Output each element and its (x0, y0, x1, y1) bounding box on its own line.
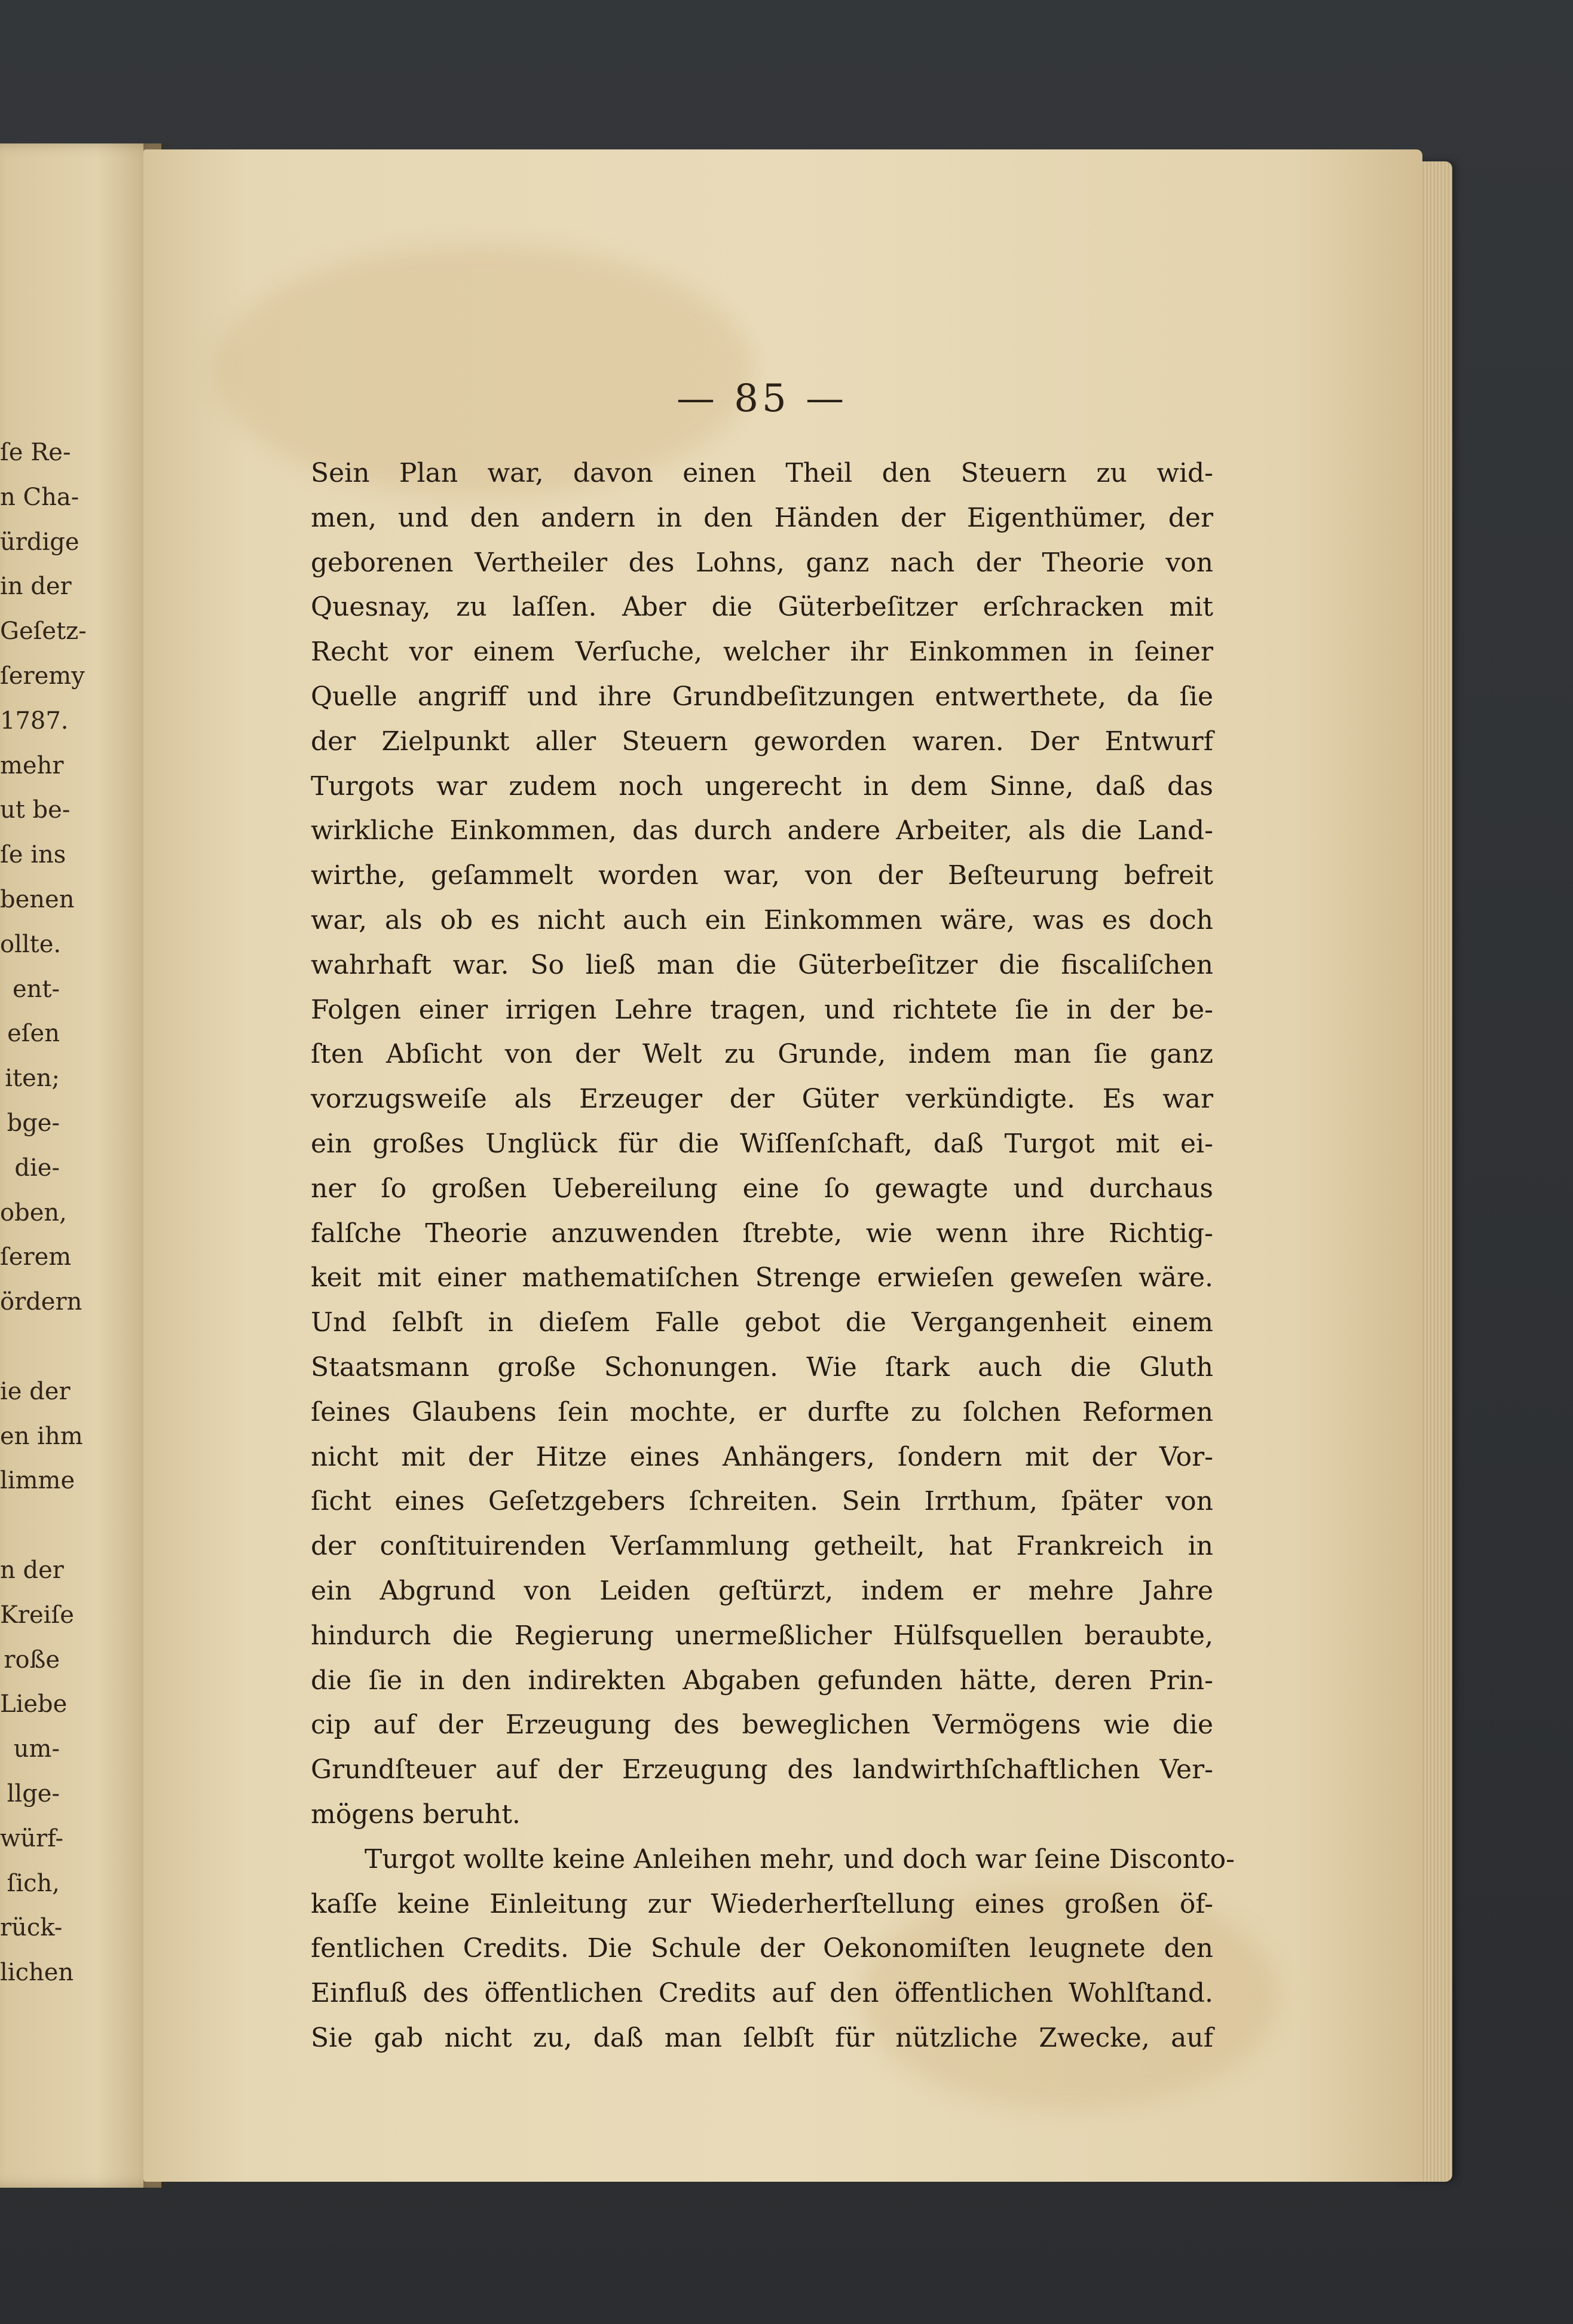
text-line: wirkliche Einkommen, das durch andere Arbeiter, als die Land- (311, 815, 1213, 846)
text-line: Recht vor einem Verſuche, welcher ihr Einkommen in ſeiner (311, 637, 1213, 668)
text-line: Quesnay, zu laſſen. Aber die Güterbeſitzer erſchracken mit (311, 592, 1213, 623)
left-page-fragment: ördern (0, 1288, 82, 1316)
text-line: kaſſe keine Einleitung zur Wiederherſtellung eines großen öf- (311, 1888, 1213, 1919)
text-line: ſten Abſicht von der Welt zu Grunde, indem man ſie ganz (311, 1039, 1213, 1070)
left-page-fragment: ent- (12, 975, 60, 1003)
left-page-fragment: n Cha- (0, 483, 79, 511)
left-page-fragment: llge- (7, 1779, 60, 1808)
text-line: falſche Theorie anzuwenden ſtrebte, wie wenn ihre Richtig- (311, 1218, 1213, 1249)
left-page-fragment: limme (0, 1467, 75, 1495)
text-line: Turgots war zudem noch ungerecht in dem Sinne, daß das (311, 770, 1213, 802)
text-line: ein Abgrund von Leiden geſtürzt, indem er mehre Jahre (311, 1575, 1213, 1606)
left-page-fragment: ſich, (7, 1869, 60, 1897)
left-page-fragment: würf- (0, 1824, 64, 1852)
left-page-fragment: en ihm (0, 1422, 83, 1450)
text-line: geborenen Vertheiler des Lohns, ganz nach der Theorie von (311, 547, 1213, 578)
text-line: ner ſo großen Uebereilung eine ſo gewagte und durchaus (311, 1173, 1213, 1204)
text-line: Turgot wollte keine Anleihen mehr, und doch war ſeine Disconto- (365, 1843, 1235, 1875)
text-line: men, und den andern in den Händen der Eigenthümer, der (311, 502, 1213, 533)
text-line: fentlichen Credits. Die Schule der Oekonomiſten leugnete den (311, 1933, 1213, 1964)
left-page-fragment: lichen (0, 1959, 74, 1987)
text-line: Quelle angriff und ihre Grundbeſitzungen entwerthete, da ſie (311, 681, 1213, 712)
text-line: nicht mit der Hitze eines Anhängers, ſondern mit der Vor- (311, 1441, 1213, 1472)
text-line: cip auf der Erzeugung des beweglichen Vermögens wie die (311, 1710, 1213, 1741)
left-page-text-fragments (0, 430, 87, 1995)
left-page-fragment: iten; (5, 1065, 60, 1093)
left-page-fragment: ie der (0, 1377, 71, 1405)
text-line: wirthe, geſammelt worden war, von der Beſteurung befreit (311, 860, 1213, 891)
left-page-fragment (0, 1325, 60, 1369)
left-page-fragment: Geſetz- (0, 617, 87, 646)
text-line: ſeines Glaubens ſein mochte, er durfte zu ſolchen Reformen (311, 1396, 1213, 1427)
text-line: der Zielpunkt aller Steuern geworden waren. Der Entwurf (311, 726, 1213, 757)
text-line: Staatsmann große Schonungen. Wie ſtark auch die Gluth (311, 1351, 1213, 1383)
left-page-fragment: ſe Re- (0, 439, 71, 466)
left-page-fragment: ut be- (0, 796, 71, 824)
left-page-fragment: benen (0, 885, 75, 913)
left-facing-page (0, 143, 161, 2188)
left-page-fragment: ſeremy (0, 662, 85, 690)
text-line: die ſie in den indirekten Abgaben gefunden hätte, deren Prin- (311, 1665, 1213, 1696)
left-page-fragment: 1787. (0, 707, 69, 735)
left-page-fragment: eſen (7, 1020, 60, 1048)
text-line: Grundſteuer auf der Erzeugung des landwirthſchaftlichen Ver- (311, 1754, 1213, 1785)
text-line: war, als ob es nicht auch ein Einkommen wäre, was es doch (311, 904, 1213, 935)
text-line: mögens beruht. (311, 1799, 521, 1830)
left-page-fragment: Liebe (0, 1690, 68, 1718)
left-page-fragment: n der (0, 1556, 64, 1584)
left-page-fragment: rück- (0, 1914, 63, 1942)
left-page-fragment: ollte. (0, 930, 62, 958)
text-line: Sein Plan war, davon einen Theil den Steuern zu wid- (311, 458, 1213, 488)
page-number: — 85 — (676, 377, 848, 421)
left-page-fragment (0, 1503, 60, 1548)
left-page-fragment: oben, (0, 1198, 67, 1227)
left-page-fragment: um- (13, 1735, 60, 1763)
left-page-fragment: roße (4, 1646, 60, 1674)
left-page-fragment: mehr (0, 751, 64, 779)
left-page-fragment: ſerem (0, 1243, 72, 1271)
left-page-fragment: ſe ins (0, 841, 66, 869)
left-page-fragment: bge- (7, 1109, 60, 1137)
text-line: der conſtituirenden Verſammlung getheilt, hat Frankreich in (311, 1531, 1213, 1562)
text-line: ein großes Unglück für die Wiſſenſchaft, daß Turgot mit ei- (311, 1128, 1213, 1159)
left-page-fragment: ürdige (0, 528, 79, 556)
left-page-fragment: Kreiſe (0, 1601, 74, 1629)
text-line: Einfluß des öffentlichen Credits auf den öffentlichen Wohlſtand. (311, 1978, 1213, 2009)
text-line: vorzugsweiſe als Erzeuger der Güter verkündigte. Es war (311, 1084, 1213, 1115)
text-line: wahrhaft war. So ließ man die Güterbeſitzer die fiscaliſchen (311, 949, 1213, 980)
text-line: ſicht eines Geſetzgebers ſchreiten. Sein Irrthum, ſpäter von (311, 1486, 1213, 1517)
left-page-fragment: die- (14, 1154, 60, 1182)
text-line: Sie gab nicht zu, daß man ſelbſt für nützliche Zwecke, auf (311, 2022, 1213, 2053)
left-page-fragment: in der (0, 573, 72, 601)
text-line: hindurch die Regierung unermeßlicher Hülfsquellen beraubte, (311, 1620, 1213, 1651)
text-line: keit mit einer mathematiſchen Strenge erwieſen geweſen wäre. (311, 1262, 1213, 1294)
page-body-text (311, 451, 1235, 2053)
text-line: Und ſelbſt in dieſem Falle gebot die Vergangenheit einem (311, 1307, 1213, 1338)
text-line: Folgen einer irrigen Lehre tragen, und richtete ſie in der be- (311, 994, 1213, 1025)
